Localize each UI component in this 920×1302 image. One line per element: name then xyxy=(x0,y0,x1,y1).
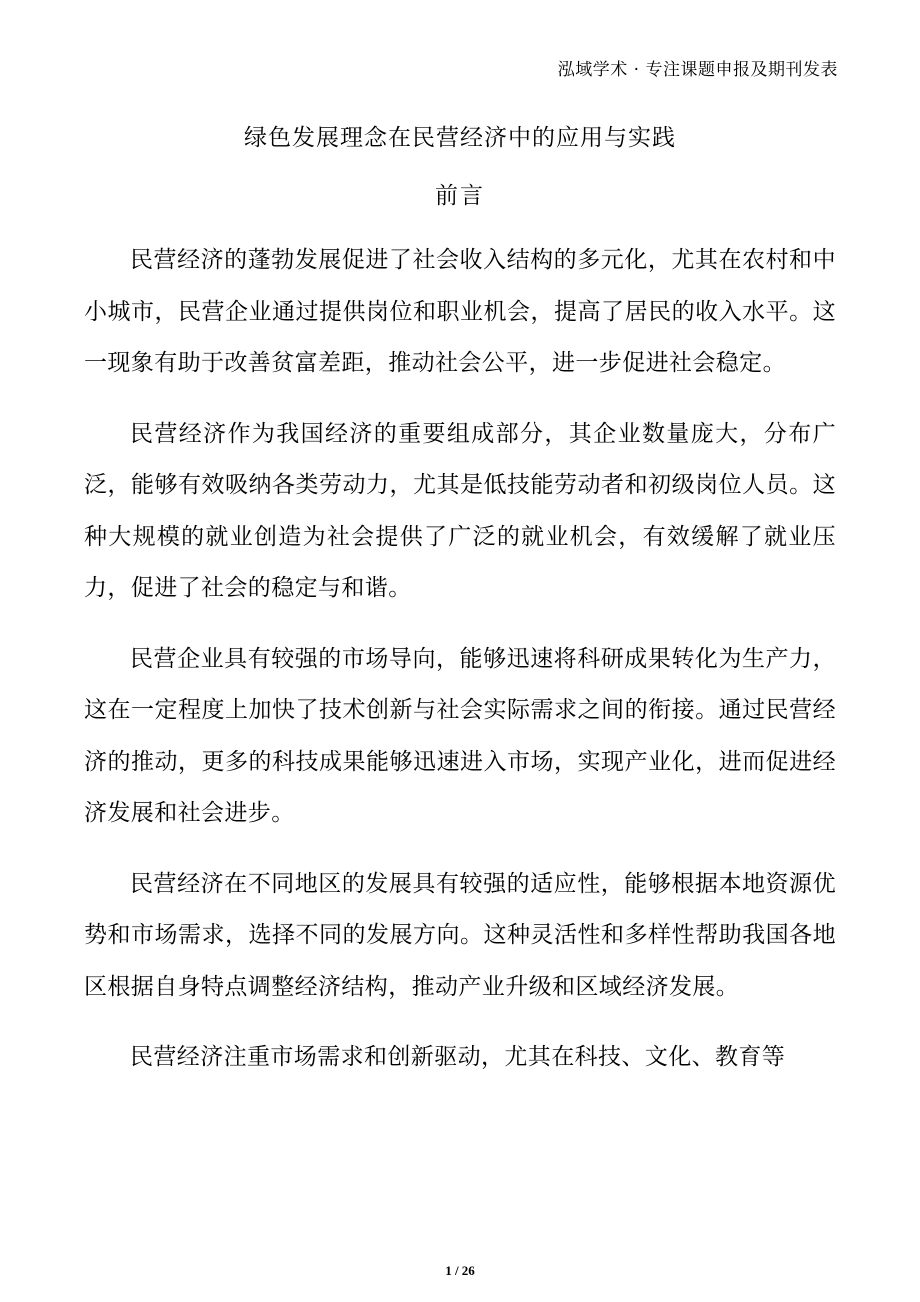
page-number: 1 / 26 xyxy=(445,1263,475,1278)
page-header: 泓域学术 · 专注课题申报及期刊发表 xyxy=(557,60,838,80)
paragraph: 民营企业具有较强的市场导向，能够迅速将科研成果转化为生产力，这在一定程度上加快了技术创新与社会实际需求之间的衔接。通过民营经济的推动，更多的科技成果能够迅速进入市场，实现产业化，进而促进经济发展和社会进步。 xyxy=(84,645,836,826)
header-divider xyxy=(82,86,838,87)
paragraph: 民营经济注重市场需求和创新驱动，尤其在科技、文化、教育等 xyxy=(130,1044,786,1070)
paragraph: 民营经济作为我国经济的重要组成部分，其企业数量庞大，分布广泛，能够有效吸纳各类劳动力，尤其是低技能劳动者和初级岗位人员。这种大规模的就业创造为社会提供了广泛的就业机会，有效缓解了就业压力，促进了社会的稳定与和谐。 xyxy=(84,420,836,601)
body-text xyxy=(84,235,836,1084)
document-title: 绿色发展理念在民营经济中的应用与实践 xyxy=(244,125,676,151)
paragraph: 民营经济在不同地区的发展具有较强的适应性，能够根据本地资源优势和市场需求，选择不同的发展方向。这种灵活性和多样性帮助我国各地区根据自身特点调整经济结构，推动产业升级和区域经济发展。 xyxy=(84,870,836,1000)
paragraph: 民营经济的蓬勃发展促进了社会收入结构的多元化，尤其在农村和中小城市，民营企业通过提供岗位和职业机会，提高了居民的收入水平。这一现象有助于改善贫富差距，推动社会公平，进一步促进社会稳定。 xyxy=(84,247,836,376)
section-heading: 前言 xyxy=(435,183,485,209)
